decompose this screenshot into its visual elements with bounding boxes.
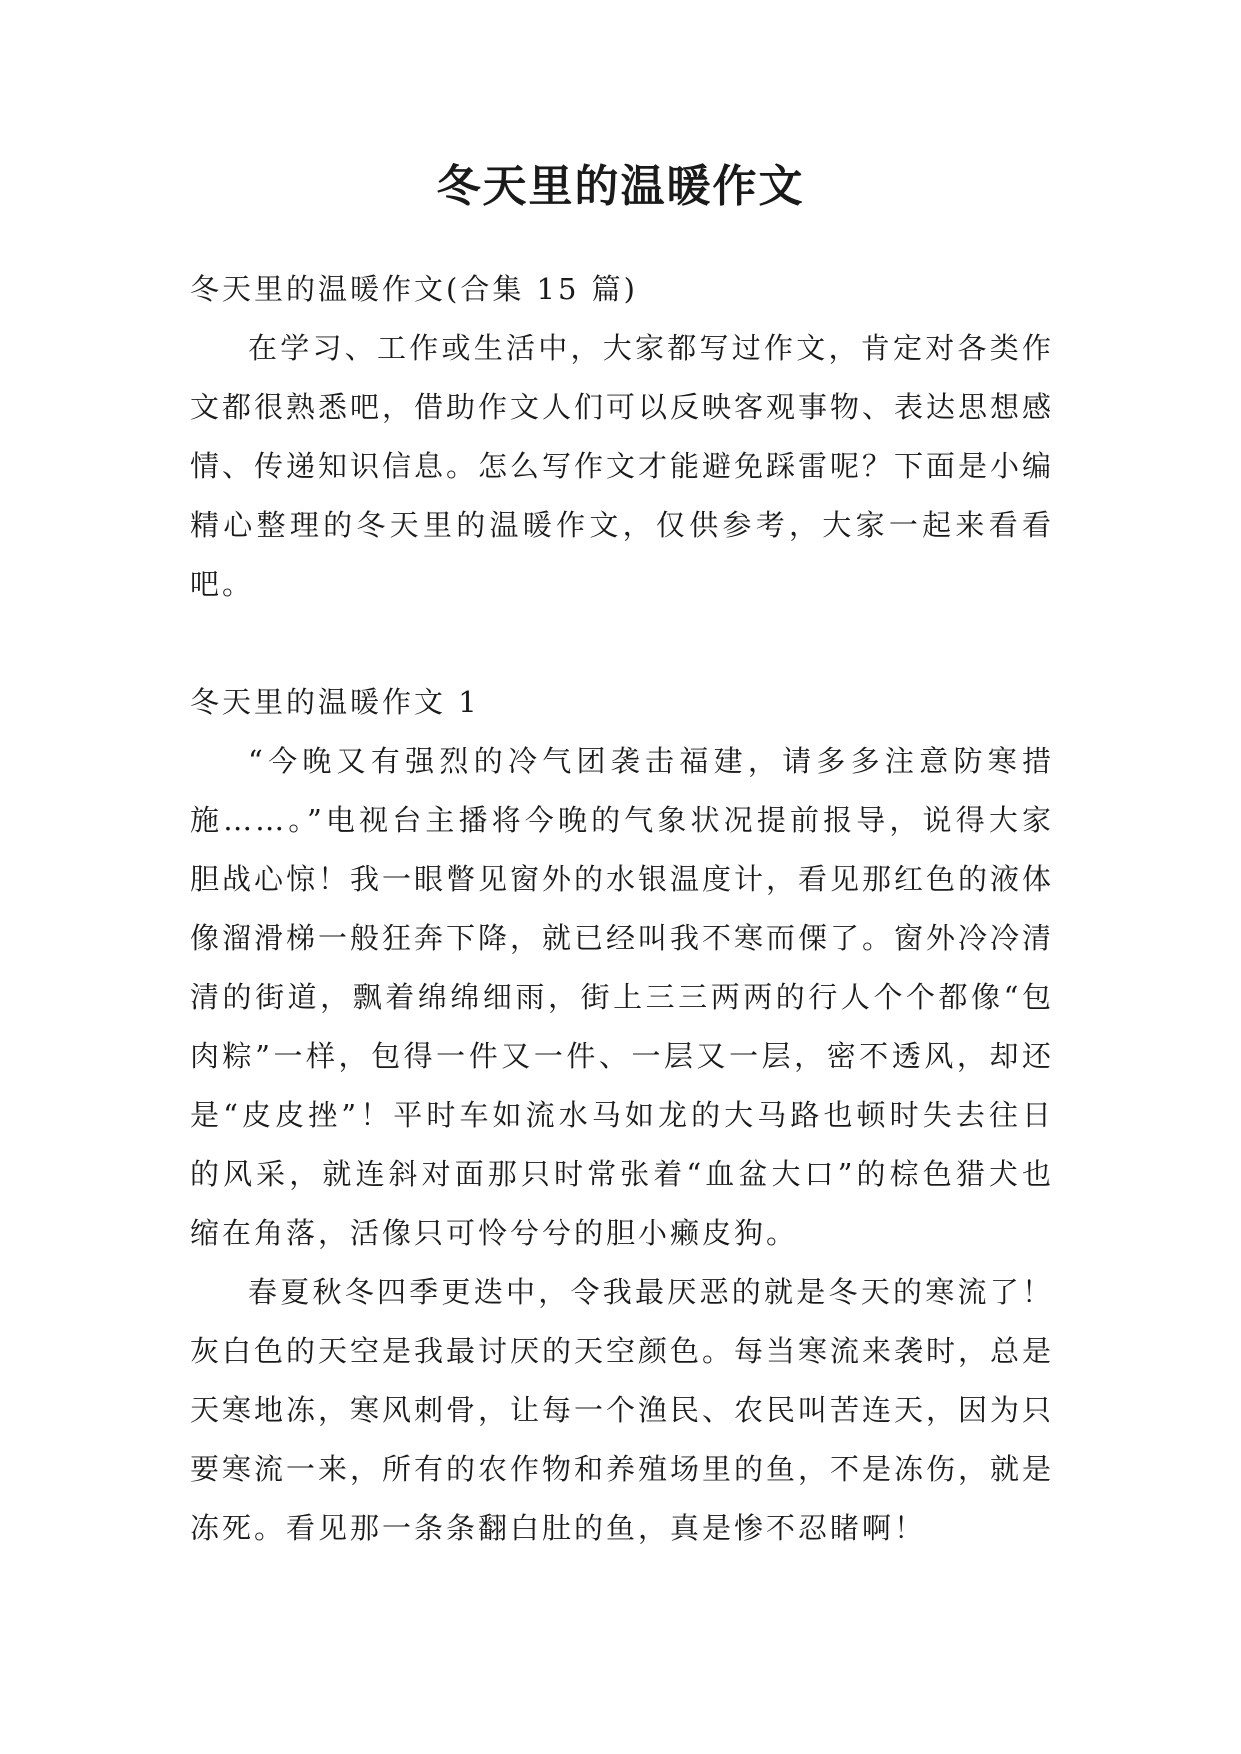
intro-paragraph: 在学习、工作或生活中，大家都写过作文，肯定对各类作文都很熟悉吧，借助作文人们可以反映客观事物、表达思想感情、传递知识信息。怎么写作文才能避免踩雷呢？下面是小编精心整理的冬天里的温暖作文，仅供参考，大家一起来看看吧。 <box>190 331 1055 601</box>
body-paragraph: 春夏秋冬四季更迭中，令我最厌恶的就是冬天的寒流了！灰白色的天空是我最讨厌的天空颜色。每当寒流来袭时，总是天寒地冻，寒风刺骨，让每一个渔民、农民叫苦连天，因为只要寒流一来，所有的农作物和养殖场里的鱼，不是冻伤，就是冻死。看见那一条条翻白肚的鱼，真是惨不忍睹啊！ <box>190 1275 1055 1545</box>
document-title: 冬天里的温暖作文 <box>436 161 805 212</box>
section-heading: 冬天里的温暖作文 1 <box>190 685 480 719</box>
body-paragraph: “今晚又有强烈的冷气团袭击福建，请多多注意防寒措施……。”电视台主播将今晚的气象状况提前报导，说得大家胆战心惊！我一眼瞥见窗外的水银温度计，看见那红色的液体像溜滑梯一般狂奔下降，就已经叫我不寒而傈了。窗外冷冷清清的街道，飘着绵绵细雨，街上三三两两的行人个个都像“包肉粽”一样，包得一件又一件、一层又一层，密不透风，却还是“皮皮挫”！平时车如流水马如龙的大马路也顿时失去往日的风采，就连斜对面那只时常张着“血盆大口”的棕色猎犬也缩在角落，活像只可怜兮兮的胆小癞皮狗。 <box>190 744 1055 1250</box>
document-body <box>190 260 1054 1558</box>
document-subtitle: 冬天里的温暖作文(合集 15 篇) <box>190 272 638 306</box>
section-spacer <box>190 614 1054 673</box>
